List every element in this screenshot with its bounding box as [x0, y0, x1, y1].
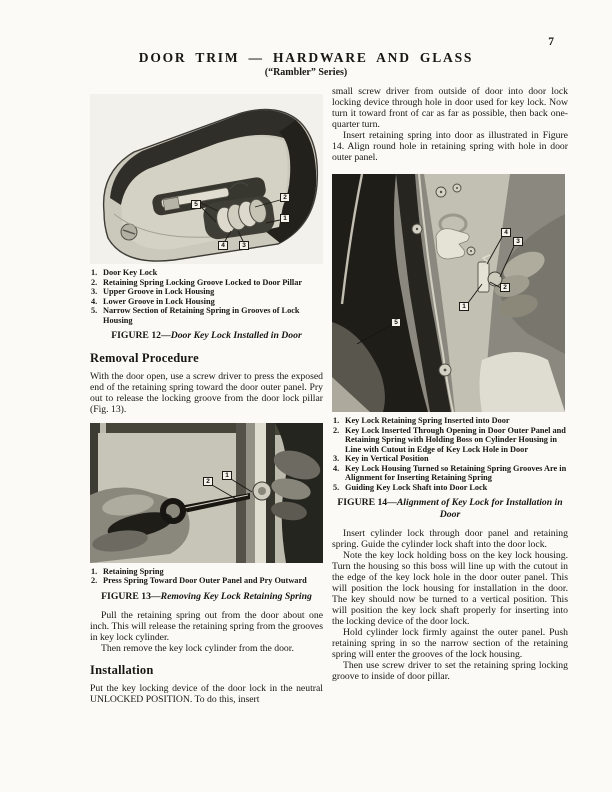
figure-14-legend — [332, 416, 568, 492]
figure-14-callout: 2 — [500, 283, 510, 292]
figure-12-caption: FIGURE 12—Door Key Lock Installed in Door — [111, 330, 302, 341]
legend-item: 1. Door Key Lock — [91, 268, 158, 277]
figure-14-callout: 3 — [513, 237, 523, 246]
figure-12-callout: 3 — [239, 241, 249, 250]
figure-12 — [90, 94, 323, 264]
figure-12-callout: 2 — [280, 193, 290, 202]
figure-13-callout: 2 — [203, 477, 213, 486]
legend-item: 1. Retaining Spring — [91, 566, 164, 576]
figure-12-illustration — [90, 94, 323, 264]
page-subtitle: (“Rambler” Series) — [264, 67, 348, 78]
legend-item: 4. Lower Groove in Lock Housing — [91, 296, 215, 306]
legend-item: 5. Guiding Key Lock Shaft into Door Lock — [333, 482, 488, 492]
paragraph: With the door open, use a screw driver to press the exposed end of the retaining spring toward the door outer panel. Pry out to release the locking groove from the door lock pillar (Fig. 13). — [90, 370, 323, 415]
legend-item: 4. Key Lock Housing Turned so Retaining Spring Grooves Are in Alignment for Inserting Retaining Spring — [333, 463, 567, 482]
paragraph: Insert retaining spring into door as illustrated in Figure 14. Align round hole in retaining spring with hole in door outer panel. — [332, 130, 568, 163]
figure-14-callout: 5 — [391, 318, 401, 327]
left-column — [90, 92, 323, 705]
figure-14-callout: 1 — [459, 302, 469, 311]
paragraph: Then remove the key lock cylinder from the door. — [101, 643, 294, 654]
figure-14-caption: FIGURE 14—Alignment of Key Lock for Installation in Door — [337, 497, 563, 520]
right-column — [332, 86, 568, 682]
legend-item: 3. Key in Vertical Position — [333, 454, 429, 463]
paragraph: Insert cylinder lock through door panel and retaining spring. Guide the cylinder lock shaft into the door lock. — [332, 528, 568, 550]
figure-13-legend — [90, 567, 323, 586]
legend-item: 2. Key Lock Inserted Through Opening in Door Outer Panel and Retaining Spring with Holding Boss on Cylinder Housing in Line with Cutout in Edge of Key Lock Hole in Door — [333, 425, 566, 454]
figure-12-callout: 5 — [191, 200, 201, 209]
paragraph: Note the key lock holding boss on the key lock housing. Turn the housing so this boss will line up with the cutout in the edge of the key lock hole in the door outer panel. This will position the lock housing for installation in the door. The key should now be turned to a vertical position. This will position the key lock shaft properly for inserting into the locking device of the door lock. — [332, 550, 568, 627]
figure-14-callout: 4 — [501, 228, 511, 237]
paragraph: Pull the retaining spring out from the door about one inch. This will release the retaining spring from the grooves in key lock cylinder. — [90, 610, 323, 643]
figure-13 — [90, 423, 323, 563]
legend-item: 1. Key Lock Retaining Spring Inserted into Door — [333, 416, 510, 425]
page-header — [0, 50, 612, 78]
figure-12-callout: 4 — [218, 241, 228, 250]
figure-12-callout: 1 — [280, 214, 290, 223]
removal-procedure-heading: Removal Procedure — [90, 350, 199, 365]
legend-item: 2. Retaining Spring Locking Groove Locked to Door Pillar — [91, 277, 303, 287]
figure-14-photo — [332, 174, 565, 412]
figure-14 — [332, 174, 568, 412]
paragraph: small screw driver from outside of door into door lock locking device through hole in door used for key lock. Now turn it toward front of car as far as possible, then back one-quarter turn. — [332, 86, 568, 130]
page-title: DOOR TRIM — HARDWARE AND GLASS — [138, 50, 474, 65]
legend-item: 5. Narrow Section of Retaining Spring in Grooves of Lock Housing — [91, 306, 300, 325]
legend-item: 2. Press Spring Toward Door Outer Panel and Pry Outward — [91, 576, 307, 585]
paragraph: Put the key locking device of the door lock in the neutral UNLOCKED POSITION. To do this, insert — [90, 683, 323, 705]
page-number: 7 — [548, 36, 554, 48]
paragraph: Then use screw driver to set the retaining spring locking groove to inside of door pillar. — [332, 660, 568, 682]
paragraph: Hold cylinder lock firmly against the outer panel. Push retaining spring in so the narrow section of the retaining spring will enter the grooves of the lock housing. — [332, 627, 568, 660]
figure-13-photo — [90, 423, 323, 563]
figure-13-caption: FIGURE 13—Removing Key Lock Retaining Spring — [101, 590, 312, 602]
legend-item: 3. Upper Groove in Lock Housing — [91, 287, 215, 296]
figure-13-callout: 1 — [222, 471, 232, 480]
figure-12-legend — [90, 268, 323, 325]
installation-heading: Installation — [90, 663, 154, 677]
